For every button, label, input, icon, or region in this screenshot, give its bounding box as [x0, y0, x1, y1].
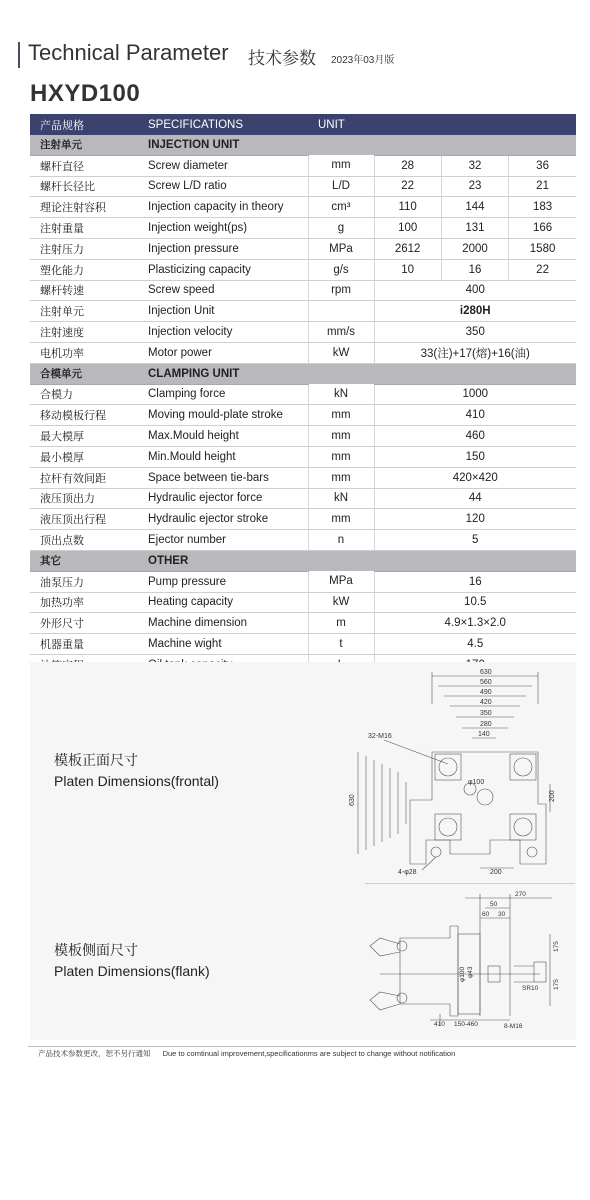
- param-value: 131: [441, 218, 508, 239]
- param-value: 16: [441, 259, 508, 280]
- table-row: [30, 280, 576, 301]
- section-title-en: INJECTION UNIT: [140, 135, 308, 155]
- table-row: [30, 509, 576, 530]
- frontal-platen-drawing: [340, 664, 576, 884]
- param-name-en: Machine wight: [140, 634, 308, 655]
- param-unit: MPa: [308, 571, 374, 592]
- section-title-en: OTHER: [140, 550, 308, 571]
- section-title-cn: 其它: [30, 550, 140, 571]
- header: [18, 36, 578, 72]
- param-value: 420×420: [374, 467, 576, 488]
- param-name-en: Hydraulic ejector stroke: [140, 509, 308, 530]
- section-blank: [308, 550, 374, 571]
- dim-phi100: φ100: [468, 779, 485, 786]
- flank-dim-30: 30: [498, 911, 506, 918]
- param-value: 100: [374, 218, 441, 239]
- param-unit: mm: [308, 509, 374, 530]
- flank-dim-8-m16: 8-M16: [504, 1023, 523, 1030]
- param-name-en: Hydraulic ejector force: [140, 488, 308, 509]
- param-name-cn: 螺杆直径: [30, 155, 140, 176]
- param-value: 28: [374, 155, 441, 176]
- flank-dim-phi43: φ43: [467, 966, 474, 978]
- flank-dim-410: 410: [434, 1021, 445, 1028]
- table-row: [30, 301, 576, 322]
- param-name-en: Pump pressure: [140, 571, 308, 592]
- section-blank: [374, 135, 576, 155]
- param-name-en: Injection pressure: [140, 238, 308, 259]
- section-title-cn: 合模单元: [30, 363, 140, 384]
- table-row: [30, 218, 576, 239]
- param-value: 16: [374, 571, 576, 592]
- param-unit: kW: [308, 342, 374, 363]
- param-value: 33(注)+17(熔)+16(油): [374, 342, 576, 363]
- param-name-cn: 电机功率: [30, 342, 140, 363]
- param-value: 183: [509, 197, 576, 218]
- dim-200: 200: [490, 869, 502, 876]
- param-name-cn: 液压顶出力: [30, 488, 140, 509]
- flank-label-en: Platen Dimensions(flank): [54, 963, 210, 979]
- param-value: 120: [374, 509, 576, 530]
- param-name-cn: 合模力: [30, 384, 140, 405]
- spec-table: [30, 114, 576, 676]
- param-name-en: Min.Mould height: [140, 446, 308, 467]
- param-name-cn: 注射速度: [30, 322, 140, 343]
- footer-note-cn: 产品技术参数更改，恕不另行通知: [38, 1049, 151, 1058]
- param-name-cn: 机器重量: [30, 634, 140, 655]
- flank-dim-50: 50: [490, 901, 498, 908]
- param-unit: mm: [308, 426, 374, 447]
- param-value: 4.9×1.3×2.0: [374, 613, 576, 634]
- table-row: [30, 259, 576, 280]
- table-row: [30, 197, 576, 218]
- param-value: 21: [509, 176, 576, 197]
- table-row: [30, 176, 576, 197]
- section-row-injection: [30, 135, 576, 155]
- table-row: [30, 488, 576, 509]
- header-blank: [441, 114, 508, 135]
- section-row-clamping: [30, 363, 576, 384]
- param-name-cn: 顶出点数: [30, 530, 140, 551]
- dim-140: 140: [478, 731, 490, 738]
- flank-label: [54, 940, 210, 982]
- param-unit: kN: [308, 488, 374, 509]
- table-row: [30, 613, 576, 634]
- table-row: [30, 238, 576, 259]
- param-value: 44: [374, 488, 576, 509]
- dim-420: 420: [480, 699, 492, 706]
- param-value: 110: [374, 197, 441, 218]
- param-unit: kN: [308, 384, 374, 405]
- dim-630-v: 630: [349, 794, 356, 806]
- table-row: [30, 384, 576, 405]
- param-unit: mm: [308, 446, 374, 467]
- param-name-cn: 理论注射容积: [30, 197, 140, 218]
- param-value: 460: [374, 426, 576, 447]
- param-unit: mm: [308, 467, 374, 488]
- param-name-cn: 最大模厚: [30, 426, 140, 447]
- param-name-en: Injection capacity in theory: [140, 197, 308, 218]
- dim-32-m16: 32-M16: [368, 733, 392, 740]
- param-unit: cm³: [308, 197, 374, 218]
- dim-630: 630: [480, 669, 492, 676]
- param-name-en: Machine dimension: [140, 613, 308, 634]
- param-name-cn: 加热功率: [30, 592, 140, 613]
- edition-label: 2023年03月版: [331, 55, 395, 66]
- frontal-label: [54, 750, 219, 792]
- flank-dim-175a: 175: [553, 941, 560, 952]
- page-title-cn: 技术参数: [248, 49, 316, 68]
- param-name-cn: 注射重量: [30, 218, 140, 239]
- section-blank: [308, 363, 374, 384]
- param-value: 23: [441, 176, 508, 197]
- param-name-cn: 拉杆有效间距: [30, 467, 140, 488]
- param-name-en: Motor power: [140, 342, 308, 363]
- section-blank: [374, 550, 576, 571]
- param-unit: g: [308, 218, 374, 239]
- footer-note-en: Due to comtinual improvement,specificationms are subject to change without notification: [162, 1049, 456, 1058]
- param-name-en: Space between tie-bars: [140, 467, 308, 488]
- frontal-label-en: Platen Dimensions(frontal): [54, 773, 219, 789]
- param-value: 150: [374, 446, 576, 467]
- dim-4-phi28: 4-φ28: [398, 869, 417, 876]
- table-row: [30, 530, 576, 551]
- header-blank: [509, 114, 576, 135]
- table-row: [30, 467, 576, 488]
- param-unit: n: [308, 530, 374, 551]
- param-name-cn: 最小模厚: [30, 446, 140, 467]
- dim-490: 490: [480, 689, 492, 696]
- param-name-cn: 外形尺寸: [30, 613, 140, 634]
- param-value: 2612: [374, 238, 441, 259]
- param-unit: L/D: [308, 176, 374, 197]
- flank-label-cn: 模板侧面尺寸: [54, 942, 138, 958]
- dim-200-v: 200: [549, 790, 556, 802]
- table-row: [30, 446, 576, 467]
- param-name-cn: 注射压力: [30, 238, 140, 259]
- param-name-en: Screw speed: [140, 280, 308, 301]
- param-unit: mm: [308, 405, 374, 426]
- page-title: Technical Parameter: [28, 40, 229, 65]
- param-value: 4.5: [374, 634, 576, 655]
- table-row: [30, 592, 576, 613]
- section-blank: [308, 135, 374, 155]
- param-value: 166: [509, 218, 576, 239]
- dim-280: 280: [480, 721, 492, 728]
- section-title-cn: 注射单元: [30, 135, 140, 155]
- param-name-en: Clamping force: [140, 384, 308, 405]
- param-name-en: Moving mould-plate stroke: [140, 405, 308, 426]
- flank-dim-150-460: 150-460: [454, 1021, 478, 1028]
- header-accent-bar: [18, 42, 20, 68]
- param-name-cn: 注射单元: [30, 301, 140, 322]
- section-blank: [374, 363, 576, 384]
- param-value: 350: [374, 322, 576, 343]
- footer-divider: [28, 1046, 576, 1047]
- section-row-other: [30, 550, 576, 571]
- param-name-cn: 液压顶出行程: [30, 509, 140, 530]
- param-unit: MPa: [308, 238, 374, 259]
- frontal-label-cn: 模板正面尺寸: [54, 752, 138, 768]
- param-name-en: Injection Unit: [140, 301, 308, 322]
- param-value: 5: [374, 530, 576, 551]
- param-unit: m: [308, 613, 374, 634]
- param-value: 2000: [441, 238, 508, 259]
- param-value: 22: [509, 259, 576, 280]
- param-value: 144: [441, 197, 508, 218]
- table-row: [30, 571, 576, 592]
- param-name-cn: 油泵压力: [30, 571, 140, 592]
- header-cn: 产品规格: [30, 114, 140, 135]
- param-name-cn: 螺杆长径比: [30, 176, 140, 197]
- param-value: i280H: [374, 301, 576, 322]
- param-name-en: Screw diameter: [140, 155, 308, 176]
- param-name-en: Ejector number: [140, 530, 308, 551]
- param-name-cn: 螺杆转速: [30, 280, 140, 301]
- param-name-en: Max.Mould height: [140, 426, 308, 447]
- section-title-en: CLAMPING UNIT: [140, 363, 308, 384]
- param-name-en: Plasticizing capacity: [140, 259, 308, 280]
- param-value: 410: [374, 405, 576, 426]
- param-unit: mm: [308, 155, 374, 176]
- param-value: 1000: [374, 384, 576, 405]
- param-value: 22: [374, 176, 441, 197]
- footer-note: [38, 1048, 455, 1059]
- flank-dim-270: 270: [515, 891, 526, 898]
- param-name-en: Injection weight(ps): [140, 218, 308, 239]
- param-name-en: Heating capacity: [140, 592, 308, 613]
- param-name-cn: 移动模板行程: [30, 405, 140, 426]
- param-unit: kW: [308, 592, 374, 613]
- flank-dim-60: 60: [482, 911, 490, 918]
- header-unit: UNIT: [308, 114, 374, 135]
- param-name-en: Injection velocity: [140, 322, 308, 343]
- header-specifications: SPECIFICATIONS: [140, 114, 308, 135]
- param-unit: [308, 301, 374, 322]
- dim-560: 560: [480, 679, 492, 686]
- param-value: 1580: [509, 238, 576, 259]
- param-unit: g/s: [308, 259, 374, 280]
- flank-platen-drawing: [340, 886, 576, 1036]
- dim-350: 350: [480, 710, 492, 717]
- param-unit: t: [308, 634, 374, 655]
- table-row: [30, 426, 576, 447]
- param-value: 36: [509, 155, 576, 176]
- table-row: [30, 405, 576, 426]
- flank-dim-phi100: φ100: [459, 966, 466, 982]
- table-row: [30, 155, 576, 176]
- header-blank: [374, 114, 441, 135]
- flank-dim-175b: 175: [553, 979, 560, 990]
- param-unit: mm/s: [308, 322, 374, 343]
- param-name-en: Screw L/D ratio: [140, 176, 308, 197]
- param-value: 32: [441, 155, 508, 176]
- table-header-row: [30, 114, 576, 135]
- table-row: [30, 342, 576, 363]
- flank-dim-sr10: SR10: [522, 985, 539, 992]
- table-row: [30, 634, 576, 655]
- table-row: [30, 322, 576, 343]
- param-name-cn: 塑化能力: [30, 259, 140, 280]
- param-value: 10.5: [374, 592, 576, 613]
- model-name: HXYD100: [30, 80, 141, 107]
- param-value: 10: [374, 259, 441, 280]
- param-value: 400: [374, 280, 576, 301]
- param-unit: rpm: [308, 280, 374, 301]
